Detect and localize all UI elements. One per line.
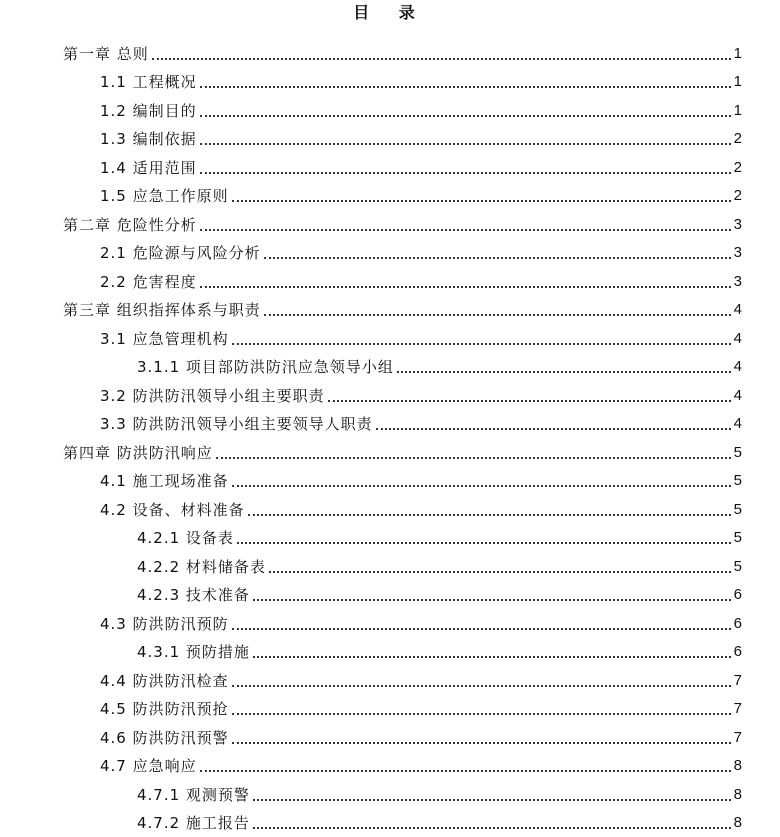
toc-list	[0, 39, 780, 837]
toc-entry-page-number: 5	[734, 472, 742, 489]
toc-entry-page-number: 3	[734, 216, 742, 233]
dot-leader	[216, 457, 731, 459]
dot-leader	[269, 571, 731, 573]
toc-entry-label: 第二章 危险性分析	[63, 214, 197, 235]
toc-entry-label: 3.3 防洪防汛领导小组主要领导人职责	[100, 413, 373, 434]
dot-leader	[200, 86, 731, 88]
toc-entry[interactable]	[0, 609, 780, 638]
toc-entry-page-number: 6	[734, 586, 742, 603]
toc-entry-page-number: 4	[734, 387, 742, 404]
toc-entry-label: 1.3 编制依据	[100, 128, 197, 149]
dot-leader	[232, 628, 731, 630]
toc-entry-label: 3.1.1 项目部防洪防汛应急领导小组	[137, 356, 394, 377]
toc-entry[interactable]	[0, 210, 780, 239]
dot-leader	[253, 799, 731, 801]
toc-entry-page-number: 3	[734, 273, 742, 290]
toc-entry[interactable]	[0, 153, 780, 182]
toc-entry-page-number: 2	[734, 159, 742, 176]
toc-entry-page-number: 8	[734, 757, 742, 774]
toc-entry-page-number: 5	[734, 444, 742, 461]
toc-entry-page-number: 3	[734, 244, 742, 261]
toc-entry[interactable]	[0, 581, 780, 610]
toc-entry[interactable]	[0, 780, 780, 809]
toc-entry-label: 1.4 适用范围	[100, 157, 197, 178]
dot-leader	[253, 656, 731, 658]
dot-leader	[232, 713, 731, 715]
toc-entry-label: 1.5 应急工作原则	[100, 185, 229, 206]
toc-entry[interactable]	[0, 267, 780, 296]
toc-entry-label: 1.1 工程概况	[100, 71, 197, 92]
dot-leader	[253, 599, 731, 601]
dot-leader	[200, 229, 731, 231]
toc-entry[interactable]	[0, 809, 780, 837]
toc-entry-label: 4.5 防洪防汛预抢	[100, 698, 229, 719]
dot-leader	[232, 200, 731, 202]
dot-leader	[232, 485, 731, 487]
dot-leader	[232, 343, 731, 345]
toc-entry-page-number: 6	[734, 643, 742, 660]
toc-entry-page-number: 7	[734, 672, 742, 689]
toc-entry-page-number: 8	[734, 814, 742, 831]
toc-entry-page-number: 1	[734, 102, 742, 119]
toc-entry-page-number: 5	[734, 558, 742, 575]
toc-entry[interactable]	[0, 438, 780, 467]
toc-entry-page-number: 7	[734, 729, 742, 746]
dot-leader	[200, 286, 731, 288]
toc-entry[interactable]	[0, 296, 780, 325]
toc-entry-page-number: 1	[734, 45, 742, 62]
dot-leader	[264, 314, 731, 316]
toc-entry[interactable]	[0, 695, 780, 724]
dot-leader	[152, 58, 731, 60]
toc-entry-page-number: 4	[734, 330, 742, 347]
toc-entry[interactable]	[0, 410, 780, 439]
dot-leader	[200, 143, 731, 145]
toc-entry-label: 第一章 总则	[63, 43, 149, 64]
toc-entry-label: 第三章 组织指挥体系与职责	[63, 299, 261, 320]
dot-leader	[264, 257, 731, 259]
dot-leader	[397, 371, 731, 373]
toc-entry-label: 4.6 防洪防汛预警	[100, 727, 229, 748]
toc-entry-page-number: 1	[734, 73, 742, 90]
toc-entry[interactable]	[0, 524, 780, 553]
toc-entry[interactable]	[0, 239, 780, 268]
toc-entry-label: 1.2 编制目的	[100, 100, 197, 121]
toc-entry-label: 4.2 设备、材料准备	[100, 499, 245, 520]
toc-entry[interactable]	[0, 752, 780, 781]
toc-entry[interactable]	[0, 381, 780, 410]
toc-entry[interactable]	[0, 324, 780, 353]
toc-entry-label: 4.7.2 施工报告	[137, 812, 250, 833]
toc-entry-label: 2.2 危害程度	[100, 271, 197, 292]
dot-leader	[200, 115, 731, 117]
toc-entry[interactable]	[0, 552, 780, 581]
dot-leader	[237, 542, 731, 544]
toc-entry-label: 4.1 施工现场准备	[100, 470, 229, 491]
toc-entry[interactable]	[0, 467, 780, 496]
toc-entry-page-number: 2	[734, 187, 742, 204]
toc-entry-page-number: 8	[734, 786, 742, 803]
toc-entry[interactable]	[0, 125, 780, 154]
toc-entry-label: 4.3.1 预防措施	[137, 641, 250, 662]
toc-entry-label: 4.7 应急响应	[100, 755, 197, 776]
toc-entry[interactable]	[0, 96, 780, 125]
toc-entry-label: 4.7.1 观测预警	[137, 784, 250, 805]
toc-entry-page-number: 7	[734, 700, 742, 717]
toc-entry-page-number: 2	[734, 130, 742, 147]
dot-leader	[232, 742, 731, 744]
toc-entry-label: 4.4 防洪防汛检查	[100, 670, 229, 691]
toc-entry-page-number: 6	[734, 615, 742, 632]
toc-entry[interactable]	[0, 182, 780, 211]
toc-entry-page-number: 4	[734, 301, 742, 318]
toc-entry[interactable]	[0, 39, 780, 68]
toc-entry-label: 4.2.1 设备表	[137, 527, 234, 548]
dot-leader	[200, 172, 731, 174]
toc-title: 目 录	[0, 2, 780, 24]
dot-leader	[328, 400, 731, 402]
toc-entry-label: 4.2.2 材料储备表	[137, 556, 266, 577]
toc-entry-label: 第四章 防洪防汛响应	[63, 442, 213, 463]
toc-entry[interactable]	[0, 68, 780, 97]
toc-entry[interactable]	[0, 495, 780, 524]
dot-leader	[248, 514, 731, 516]
toc-entry[interactable]	[0, 666, 780, 695]
toc-entry-label: 3.2 防洪防汛领导小组主要职责	[100, 385, 325, 406]
toc-entry[interactable]	[0, 638, 780, 667]
dot-leader	[253, 827, 731, 829]
toc-entry-page-number: 5	[734, 529, 742, 546]
toc-entry[interactable]	[0, 353, 780, 382]
dot-leader	[376, 428, 731, 430]
toc-entry-label: 2.1 危险源与风险分析	[100, 242, 261, 263]
toc-entry-label: 3.1 应急管理机构	[100, 328, 229, 349]
toc-entry-page-number: 4	[734, 415, 742, 432]
toc-entry[interactable]	[0, 723, 780, 752]
toc-entry-page-number: 5	[734, 501, 742, 518]
dot-leader	[232, 685, 731, 687]
dot-leader	[200, 770, 731, 772]
toc-entry-label: 4.3 防洪防汛预防	[100, 613, 229, 634]
toc-entry-page-number: 4	[734, 358, 742, 375]
toc-entry-label: 4.2.3 技术准备	[137, 584, 250, 605]
